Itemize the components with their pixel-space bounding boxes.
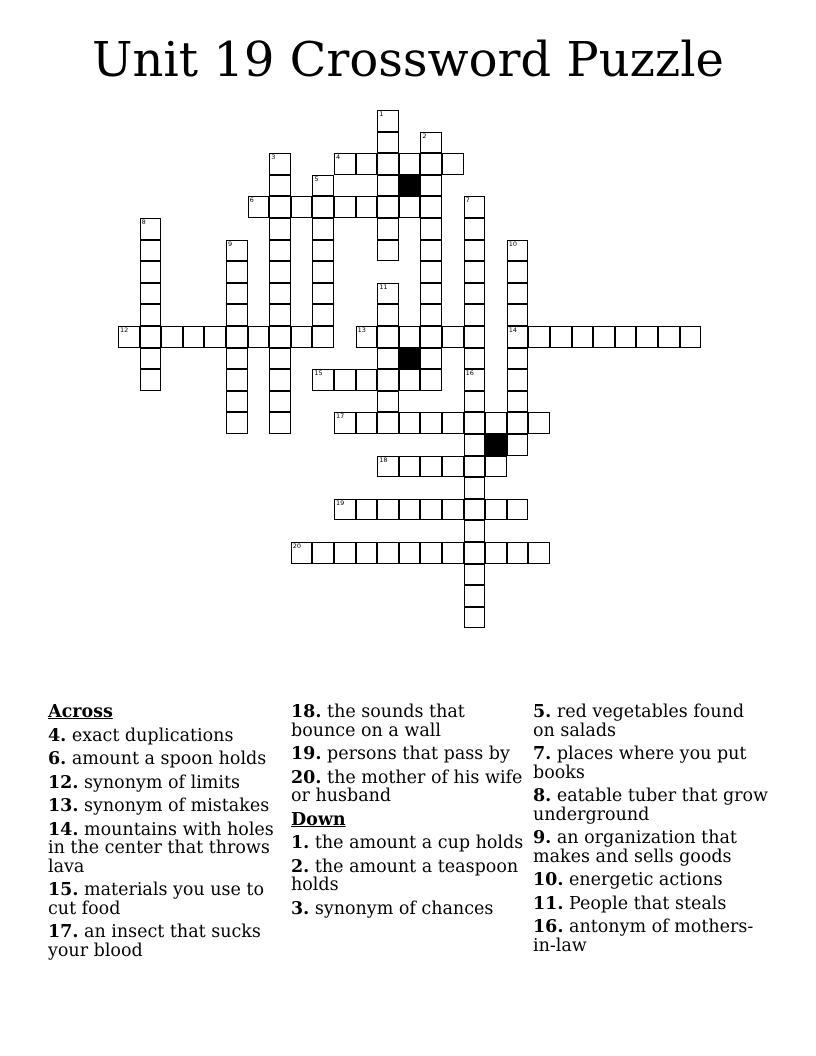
grid-cell[interactable] xyxy=(507,542,529,564)
grid-cell[interactable] xyxy=(312,240,334,262)
grid-cell[interactable] xyxy=(226,391,248,413)
grid-cell[interactable] xyxy=(356,369,378,391)
grid-cell[interactable] xyxy=(464,304,486,326)
grid-cell[interactable] xyxy=(140,218,162,240)
grid-cell[interactable] xyxy=(377,283,399,305)
grid-cell[interactable] xyxy=(269,369,291,391)
clue-number: 7 xyxy=(465,196,470,205)
grid-cell[interactable] xyxy=(507,304,529,326)
clue-down-3: 3. synonym of chances xyxy=(291,898,494,919)
grid-cell[interactable] xyxy=(420,261,442,283)
grid-cell[interactable] xyxy=(334,412,356,434)
clues-column-1 xyxy=(48,703,284,965)
grid-cell[interactable] xyxy=(334,153,356,175)
clue-down-10: 10. energetic actions xyxy=(533,870,723,890)
clues-column-3 xyxy=(533,703,769,960)
grid-cell[interactable] xyxy=(507,434,529,456)
grid-cell[interactable] xyxy=(485,456,507,478)
clue-across-15: 15. materials you use to cut food xyxy=(48,880,264,919)
grid-cell[interactable] xyxy=(377,218,399,240)
grid-cell[interactable] xyxy=(377,175,399,197)
grid-cell[interactable] xyxy=(377,499,399,521)
grid-cell[interactable] xyxy=(420,456,442,478)
grid-cell[interactable] xyxy=(312,175,334,197)
grid-cell[interactable] xyxy=(312,218,334,240)
grid-cell[interactable] xyxy=(528,542,550,564)
grid-cell[interactable] xyxy=(269,175,291,197)
grid-cell[interactable] xyxy=(291,326,313,348)
grid-cell[interactable] xyxy=(464,520,486,542)
grid-cell[interactable] xyxy=(464,326,486,348)
grid-cell[interactable] xyxy=(615,326,637,348)
down-heading: Down xyxy=(291,809,346,830)
grid-cell[interactable] xyxy=(399,412,421,434)
grid-cell[interactable] xyxy=(377,412,399,434)
grid-cell[interactable] xyxy=(680,326,702,348)
grid-cell[interactable] xyxy=(269,153,291,175)
clue-down-16: 16. antonym of mothers-in-law xyxy=(533,917,754,956)
grid-cell[interactable] xyxy=(399,153,421,175)
grid-cell[interactable] xyxy=(269,348,291,370)
clue-number: 3 xyxy=(271,153,276,162)
black-square xyxy=(485,434,507,456)
black-square xyxy=(399,175,421,197)
clue-number: 5 xyxy=(314,174,319,183)
grid-cell[interactable] xyxy=(420,218,442,240)
grid-cell[interactable] xyxy=(312,261,334,283)
clue-number: 9 xyxy=(228,239,233,248)
grid-cell[interactable] xyxy=(269,283,291,305)
grid-cell[interactable] xyxy=(464,456,486,478)
clue-down-1: 1. the amount a cup holds xyxy=(291,833,524,853)
grid-cell[interactable] xyxy=(248,196,270,218)
grid-cell[interactable] xyxy=(140,261,162,283)
grid-cell[interactable] xyxy=(226,304,248,326)
grid-cell[interactable] xyxy=(464,412,486,434)
grid-cell[interactable] xyxy=(356,412,378,434)
grid-cell[interactable] xyxy=(226,283,248,305)
grid-cell[interactable] xyxy=(269,196,291,218)
grid-cell[interactable] xyxy=(442,326,464,348)
grid-cell[interactable] xyxy=(140,240,162,262)
grid-cell[interactable] xyxy=(420,326,442,348)
grid-cell[interactable] xyxy=(269,218,291,240)
grid-cell[interactable] xyxy=(183,326,205,348)
clue-across-6: 6. amount a spoon holds xyxy=(48,749,267,769)
grid-cell[interactable] xyxy=(507,412,529,434)
grid-cell[interactable] xyxy=(464,391,486,413)
grid-cell[interactable] xyxy=(161,326,183,348)
grid-cell[interactable] xyxy=(464,261,486,283)
grid-cell[interactable] xyxy=(226,412,248,434)
grid-cell[interactable] xyxy=(269,304,291,326)
clue-number: 10 xyxy=(508,239,518,248)
grid-cell[interactable] xyxy=(464,585,486,607)
clue-down-9: 9. an organization that makes and sells goods xyxy=(533,828,737,867)
grid-cell[interactable] xyxy=(485,412,507,434)
grid-cell[interactable] xyxy=(420,499,442,521)
grid-cell[interactable] xyxy=(399,326,421,348)
grid-cell[interactable] xyxy=(140,283,162,305)
grid-cell[interactable] xyxy=(377,542,399,564)
grid-cell[interactable] xyxy=(464,499,486,521)
grid-cell[interactable] xyxy=(528,326,550,348)
grid-cell[interactable] xyxy=(377,110,399,132)
grid-cell[interactable] xyxy=(485,499,507,521)
grid-cell[interactable] xyxy=(420,369,442,391)
clue-number: 4 xyxy=(336,153,341,162)
clue-number: 13 xyxy=(357,326,366,334)
grid-cell[interactable] xyxy=(356,542,378,564)
clue-number: 1 xyxy=(379,110,384,118)
clue-number: 14 xyxy=(508,326,518,334)
grid-cell[interactable] xyxy=(312,369,334,391)
grid-cell[interactable] xyxy=(399,196,421,218)
grid-cell[interactable] xyxy=(442,456,464,478)
grid-cell[interactable] xyxy=(528,412,550,434)
grid-cell[interactable] xyxy=(377,391,399,413)
grid-cell[interactable] xyxy=(464,240,486,262)
grid-cell[interactable] xyxy=(312,304,334,326)
grid-cell[interactable] xyxy=(550,326,572,348)
clue-number: 8 xyxy=(141,218,146,226)
grid-cell[interactable] xyxy=(507,348,529,370)
grid-cell[interactable] xyxy=(356,153,378,175)
grid-cell[interactable] xyxy=(377,348,399,370)
grid-cell[interactable] xyxy=(269,261,291,283)
grid-cell[interactable] xyxy=(420,132,442,154)
grid-cell[interactable] xyxy=(507,391,529,413)
clue-across-4: 4. exact duplications xyxy=(48,725,234,746)
grid-cell[interactable] xyxy=(291,196,313,218)
clue-across-18: 18. the sounds that bounce on a wall xyxy=(291,702,465,741)
grid-cell[interactable] xyxy=(420,348,442,370)
grid-cell[interactable] xyxy=(140,369,162,391)
grid-cell[interactable] xyxy=(334,196,356,218)
grid-cell[interactable] xyxy=(312,283,334,305)
grid-cell[interactable] xyxy=(226,240,248,262)
grid-cell[interactable] xyxy=(464,218,486,240)
grid-cell[interactable] xyxy=(507,240,529,262)
grid-cell[interactable] xyxy=(377,196,399,218)
clue-across-17: 17. an insect that sucks your blood xyxy=(48,922,261,961)
grid-cell[interactable] xyxy=(377,240,399,262)
grid-cell[interactable] xyxy=(420,283,442,305)
grid-cell[interactable] xyxy=(464,607,486,629)
grid-cell[interactable] xyxy=(464,369,486,391)
grid-cell[interactable] xyxy=(420,542,442,564)
grid-cell[interactable] xyxy=(334,369,356,391)
grid-cell[interactable] xyxy=(636,326,658,348)
grid-cell[interactable] xyxy=(420,196,442,218)
grid-cell[interactable] xyxy=(248,326,270,348)
clue-across-19: 19. persons that pass by xyxy=(291,744,510,764)
clue-number: 17 xyxy=(336,412,345,421)
grid-cell[interactable] xyxy=(312,326,334,348)
grid-cell[interactable] xyxy=(464,283,486,305)
grid-cell[interactable] xyxy=(291,542,313,564)
grid-cell[interactable] xyxy=(377,132,399,154)
grid-cell[interactable] xyxy=(356,326,378,348)
grid-cell[interactable] xyxy=(420,175,442,197)
clue-number: 2 xyxy=(422,131,427,140)
clue-down-11: 11. People that steals xyxy=(533,893,727,914)
grid-cell[interactable] xyxy=(312,542,334,564)
clue-number: 12 xyxy=(120,326,129,334)
clue-number: 20 xyxy=(292,542,302,550)
grid-cell[interactable] xyxy=(356,196,378,218)
grid-cell[interactable] xyxy=(442,412,464,434)
grid-cell[interactable] xyxy=(420,153,442,175)
grid-cell[interactable] xyxy=(204,326,226,348)
grid-cell[interactable] xyxy=(269,326,291,348)
clue-number: 11 xyxy=(379,282,388,291)
grid-cell[interactable] xyxy=(442,542,464,564)
grid-cell[interactable] xyxy=(377,304,399,326)
grid-cell[interactable] xyxy=(507,283,529,305)
grid-cell[interactable] xyxy=(226,261,248,283)
clue-down-5: 5. red vegetables found on salads xyxy=(533,702,745,741)
grid-cell[interactable] xyxy=(464,564,486,586)
clue-number: 15 xyxy=(314,369,323,378)
clue-number: 19 xyxy=(336,498,345,507)
grid-cell[interactable] xyxy=(377,153,399,175)
grid-cell[interactable] xyxy=(399,369,421,391)
grid-cell[interactable] xyxy=(334,499,356,521)
grid-cell[interactable] xyxy=(140,304,162,326)
grid-cell[interactable] xyxy=(377,369,399,391)
grid-cell[interactable] xyxy=(226,348,248,370)
grid-cell[interactable] xyxy=(399,456,421,478)
grid-cell[interactable] xyxy=(334,542,356,564)
grid-cell[interactable] xyxy=(464,542,486,564)
grid-cell[interactable] xyxy=(464,348,486,370)
grid-cell[interactable] xyxy=(399,499,421,521)
clue-down-8: 8. eatable tuber that grow underground xyxy=(533,786,769,825)
grid-cell[interactable] xyxy=(507,499,529,521)
grid-cell[interactable] xyxy=(356,499,378,521)
grid-cell[interactable] xyxy=(118,326,140,348)
grid-cell[interactable] xyxy=(140,348,162,370)
clue-across-12: 12. synonym of limits xyxy=(48,772,240,793)
grid-cell[interactable] xyxy=(226,369,248,391)
grid-cell[interactable] xyxy=(442,153,464,175)
grid-cell[interactable] xyxy=(507,261,529,283)
grid-cell[interactable] xyxy=(507,326,529,348)
grid-cell[interactable] xyxy=(420,304,442,326)
grid-cell[interactable] xyxy=(420,412,442,434)
grid-cell[interactable] xyxy=(377,326,399,348)
grid-cell[interactable] xyxy=(572,326,594,348)
grid-cell[interactable] xyxy=(658,326,680,348)
grid-cell[interactable] xyxy=(269,240,291,262)
grid-cell[interactable] xyxy=(507,369,529,391)
grid-cell[interactable] xyxy=(464,196,486,218)
clue-number: 18 xyxy=(379,455,388,464)
grid-cell[interactable] xyxy=(399,542,421,564)
clue-number: 16 xyxy=(465,369,474,378)
grid-cell[interactable] xyxy=(593,326,615,348)
clue-number: 6 xyxy=(249,196,254,205)
page-title: Unit 19 Crossword Puzzle xyxy=(92,32,724,88)
clue-across-13: 13. synonym of mistakes xyxy=(48,796,270,816)
grid-cell[interactable] xyxy=(140,326,162,348)
across-heading: Across xyxy=(48,702,113,722)
grid-cell[interactable] xyxy=(269,391,291,413)
grid-cell[interactable] xyxy=(269,412,291,434)
clue-across-20: 20. the mother of his wife or husband xyxy=(291,767,523,806)
grid-cell[interactable] xyxy=(312,196,334,218)
black-square xyxy=(399,348,421,370)
grid-cell[interactable] xyxy=(420,240,442,262)
clue-down-7: 7. places where you put books xyxy=(533,744,747,783)
clue-down-2: 2. the amount a teaspoon holds xyxy=(291,856,519,895)
grid-cell[interactable] xyxy=(226,326,248,348)
grid-cell[interactable] xyxy=(485,542,507,564)
grid-cell[interactable] xyxy=(442,499,464,521)
grid-cell[interactable] xyxy=(464,434,486,456)
clue-across-14: 14. mountains with holes in the center that throws lava xyxy=(48,819,274,877)
grid-cell[interactable] xyxy=(377,456,399,478)
clues-column-2 xyxy=(291,703,527,923)
grid-cell[interactable] xyxy=(464,477,486,499)
